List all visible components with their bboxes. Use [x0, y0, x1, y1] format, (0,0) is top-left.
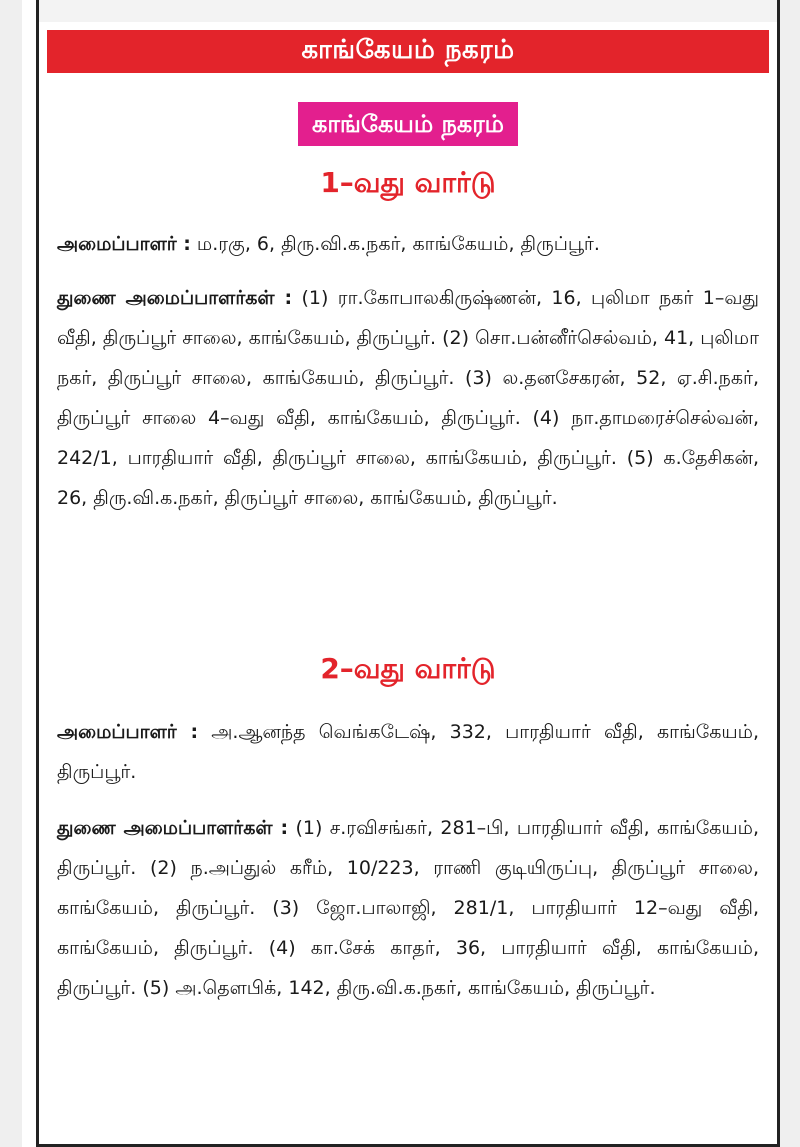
- page-margin-right: [778, 0, 800, 1147]
- ward-1-organizer-text: ம.ரகு, 6, திரு.வி.க.நகர், காங்கேயம், திருப்பூர்.: [190, 233, 600, 255]
- page-margin-left: [0, 0, 22, 1147]
- ward-2-organizer-label: அமைப்பாளர் :: [57, 721, 199, 743]
- ward-2-organizer: [57, 712, 759, 792]
- ward-1-deputy-label: துணை அமைப்பாளர்கள் :: [57, 287, 293, 309]
- ward-1-organizer-label: அமைப்பாளர் :: [57, 233, 191, 255]
- ward-2-organizer-text: அ.ஆனந்த வெங்கடேஷ், 332, பாரதியார் வீதி, காங்கேயம், திருப்பூர்.: [57, 721, 759, 783]
- ward-1-deputy-text: (1) ரா.கோபாலகிருஷ்ணன், 16, புலிமா நகர் 1–வது வீதி, திருப்பூர் சாலை, காங்கேயம், திருப்பூர். (2) சொ.பன்னீர்செல்வம், 41, புலிமா நகர், திருப்பூர் சாலை, காங்கேயம், திருப்பூர். (3) ல.தனசேகரன், 52, ஏ.சி.நகர், திருப்பூர் சாலை 4–வது வீதி, காங்கேயம், திருப்பூர். (4) நா.தாமரைச்செல்வன், 242/1, பாரதியார் வீதி, திருப்பூர் சாலை, காங்கேயம், திருப்பூர். (5) க.தேசிகன், 26, திரு.வி.க.நகர், திருப்பூர் சாலை, காங்கேயம், திருப்பூர்.: [57, 287, 759, 509]
- top-clip-strip: [39, 0, 777, 22]
- ward-1-heading: 1–வது வார்டு: [320, 166, 496, 199]
- ward-2-deputies: [57, 808, 759, 1008]
- ward-2-deputy-text: (1) ச.ரவிசங்கர், 281–பி, பாரதியார் வீதி, காங்கேயம், திருப்பூர். (2) ந.அப்துல் கரீம், 10/223, ராணி குடியிருப்பு, திருப்பூர் சாலை, காங்கேயம், திருப்பூர். (3) ஜோ.பாலாஜி, 281/1, பாரதியார் 12–வது வீதி, காங்கேயம், திருப்பூர். (4) கா.சேக் காதர், 36, பாரதியார் வீதி, காங்கேயம், திருப்பூர். (5) அ.தௌபிக், 142, திரு.வி.க.நகர், காங்கேயம், திருப்பூர்.: [57, 817, 759, 999]
- subheader-wrap: [39, 102, 777, 146]
- article-frame: [36, 0, 780, 1147]
- ward-1-deputies: [57, 278, 759, 518]
- subheader-badge: காங்கேயம் நகரம்: [298, 102, 518, 146]
- ward-1-organizer: [57, 224, 759, 264]
- ward-2-heading: 2–வது வார்டு: [320, 652, 496, 685]
- section-header-bar: [47, 30, 769, 73]
- section-header-title: காங்கேயம் நகரம்: [301, 35, 515, 65]
- ward-2-deputy-label: துணை அமைப்பாளர்கள் :: [57, 817, 289, 839]
